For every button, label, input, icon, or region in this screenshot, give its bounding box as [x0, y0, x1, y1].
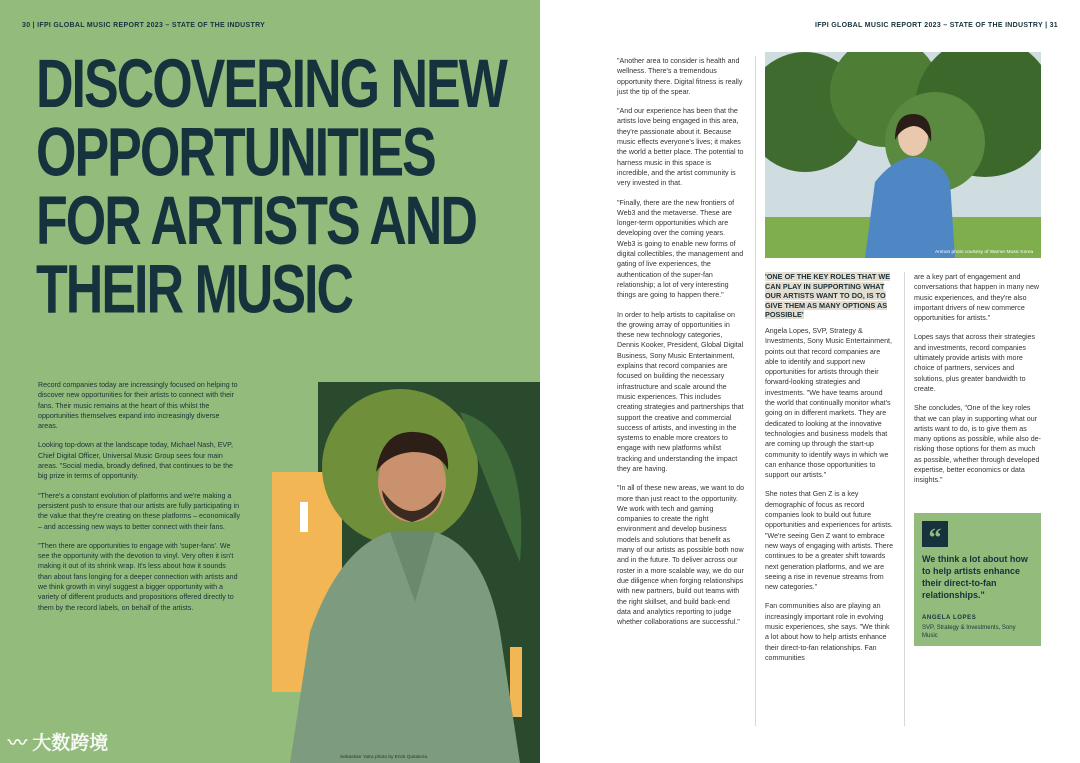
text-column-3 [914, 272, 1042, 495]
artist-photo [270, 372, 540, 763]
paragraph: Record companies today are increasingly focused on helping to discover new opportunities for their artists to connect with their fans. Their music remains at the heart of this whilst the opportunities themselves expand into increasingly diverse areas. [38, 381, 238, 431]
photo-caption: Sebastian Yatra photo by Erick Quitaleza [340, 755, 428, 760]
watermark-logo [8, 728, 108, 755]
paragraph: In order to help artists to capitalise on the growing array of opportunities in these new technology categories, Dennis Kooker, President, Global Digital Business, Sony Music Entertainment, explains that record companies are focused on building the necessary infrastructure and scale around the music experiences. This includes creating strategies and partnerships that support the creative and commercial success of artists, and investing in the systems to enable more creators to engage with new platforms whilst tracking and understanding the impact they are having. [617, 310, 744, 473]
paragraph: "There's a constant evolution of platforms and we're making a persistent push to ensure that our artists are fully participating in the value that they're creating on these platforms – economically – and accessing new ways to better connect with their fans. [38, 491, 241, 531]
quote-box [914, 513, 1041, 646]
paragraph: Looking top-down at the landscape today, Michael Nash, EVP, Chief Digital Officer, Universal Music Group sees four main areas. "Social media, broadly defined, that continues to be the big prize in terms of opportunity. [38, 441, 233, 481]
artist-photo-right [765, 52, 1041, 258]
quote-name: ANGELA LOPES [922, 615, 977, 621]
paragraph: She concludes, "One of the key roles that we can play in supporting what our artists want to do, is to give them as many options as possible, while also de-risking those options for them as much as possible, whether through developed expertise, better economics or data insights." [914, 404, 1041, 485]
page-title: DISCOVERING NEW OPPORTUNITIES FOR ARTISTS AND THEIR MUSIC [36, 46, 506, 329]
paragraph: "Another area to consider is health and wellness. There's a tremendous opportunity there. Digital fitness is really just the tip of the spear. [617, 57, 743, 96]
paragraph: "Then there are opportunities to engage with 'super-fans'. We see the opportunity with the devotion to vinyl. Very often it isn't making it out of its shrink wrap. It's less about how it sounds than about fans longing for a deeper connection with artists and we think growth in vinyl suggest a bigger opportunity with a variety of different products and propositions offered directly to them by the record labels, on behalf of the artists. [38, 541, 238, 612]
quote-role: SVP, Strategy & Investments, Sony Music [922, 625, 1016, 639]
column-divider [755, 56, 756, 726]
paragraph: Lopes says that across their strategies and investments, record companies ultimately provide artists with more choice of partners, services and solutions, plus greater bandwidth to create. [914, 333, 1036, 393]
paragraph: "And our experience has been that the artists love being engaged in this area, they're passionate about it. Because music effects everyone's lives; it makes the world a better place. The potential to harness music in this space is incredible, and the artist community is very invested in that. [617, 107, 744, 188]
paragraph: Angela Lopes, SVP, Strategy & Investments, Sony Music Entertainment, points out that record companies are able to identify and support new opportunities for artists through their forward-looking strategies and investments. "We have teams around the world that continually monitor what's going on in different markets. They are dedicated to looking at the innovative technologies and business models that are coming up through the start-up community to identify ways in which we can enhance those opportunities to support our artists." [765, 327, 892, 480]
yellow-stripe [510, 647, 522, 717]
running-head-left: 30 | IFPI GLOBAL MUSIC REPORT 2023 – STATE OF THE INDUSTRY [22, 22, 266, 29]
paragraph: She notes that Gen Z is a key demographic of focus as record companies look to build out future opportunities and experiences for artists. "We're seeing Gen Z want to embrace new ways of engaging with artists. There continues to be a greater shift towards next generation platforms, and we are seeing a rise in revenue streams from new categories." [765, 490, 894, 592]
quote-mark-icon: “ [922, 521, 948, 547]
white-stripe [300, 502, 308, 532]
paragraph: "Finally, there are the new frontiers of Web3 and the metaverse. These are longer-term opportunities which are developing over the coming years. Web3 is going to enable new forms of digital collectibles, the management and gating of live experiences, the authentication of the super-fan relationship; a lot of very interesting things are going to happen there." [617, 198, 744, 300]
watermark-text: 大数跨境 [32, 733, 109, 754]
running-head-right: IFPI GLOBAL MUSIC REPORT 2023 – STATE OF THE INDUSTRY | 31 [814, 22, 1058, 29]
pull-quote: 'ONE OF THE KEY ROLES THAT WE CAN PLAY IN SUPPORTING WHAT OUR ARTISTS WANT TO DO, IS TO GIVE THEM AS MANY OPTIONS AS POSSIBLE' [765, 272, 891, 320]
paragraph: Fan communities also are playing an increasingly important role in evolving music experiences, she says. "We think a lot about how to help artists enhance their direct-to-fan relationships. Fan communities [765, 602, 890, 662]
paragraph: "In all of these new areas, we want to do more than just react to the opportunity. We work with tech and gaming companies to create the right environment and develop business models and solutions that benefit as many of our artists as possible both now and in the future. To deliver across our roster in a more scalable way, we do our due diligence when forging relationships with new partners, build out teams with the right skillset, and build back-end data and analytics reporting to judge whether collaborations are successful." [617, 484, 745, 627]
quote-text: We think a lot about how to help artists enhance their direct-to-fan relationships." [922, 554, 1028, 600]
photo-caption-right: Anmon photo courtesy of Warner Music Korea [935, 250, 1034, 255]
text-column-1 [617, 56, 745, 636]
column-divider [904, 272, 905, 726]
intro-text [38, 380, 241, 622]
paragraph: are a key part of engagement and conversations that happen in many new music experiences, and they're also important drivers of new commerce opportunities for artists." [914, 273, 1040, 323]
text-column-2 [765, 326, 894, 672]
watermark-icon: 〰︎ [8, 733, 33, 754]
